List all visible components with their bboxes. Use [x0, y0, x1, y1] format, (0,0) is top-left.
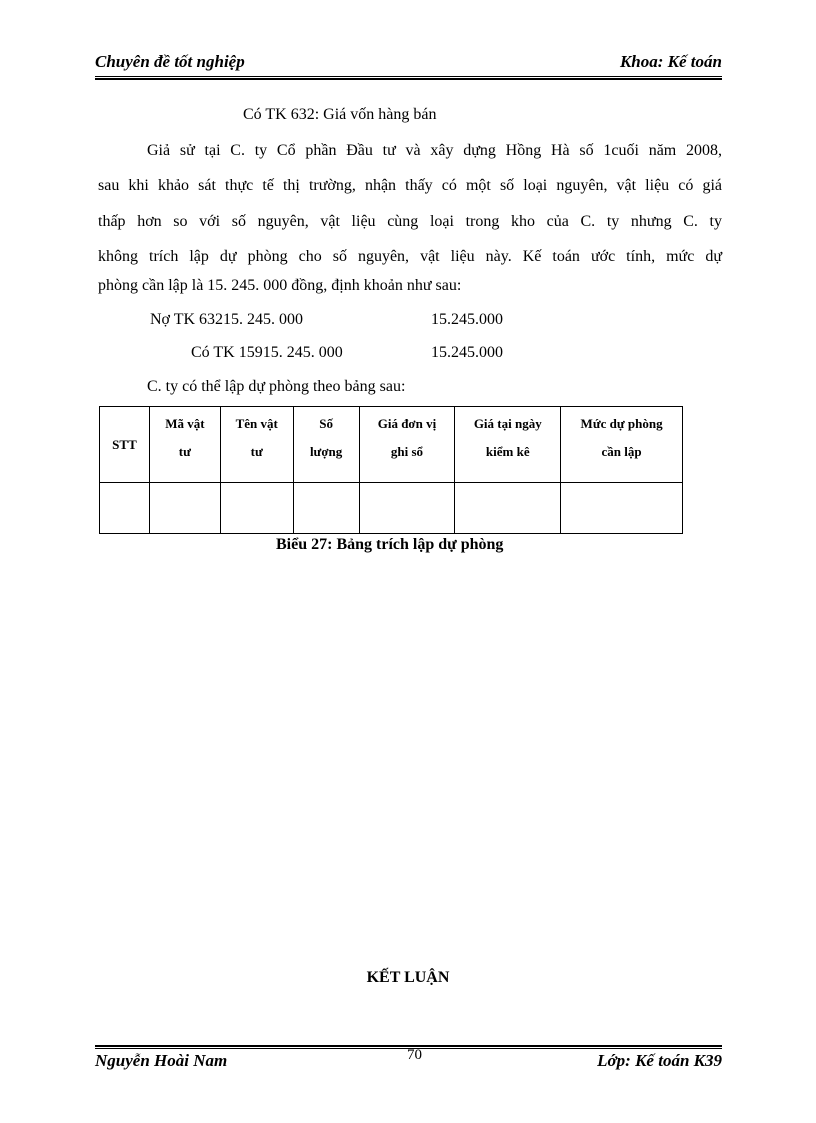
table-intro: C. ty có thể lập dự phòng theo bảng sau:: [147, 378, 406, 395]
paragraph-line-2: sau khi khảo sát thực tế thị trường, nhận thấy có một số loại nguyên, vật liệu có giá: [98, 177, 722, 194]
header-title: Chuyên đề tốt nghiệp: [95, 52, 245, 71]
page-number: 70: [407, 1047, 422, 1063]
paragraph-line-5: phòng cần lập là 15. 245. 000 đồng, định khoản như sau:: [98, 277, 462, 294]
credit-632-line: Có TK 632: Giá vốn hàng bán: [243, 106, 437, 123]
credit-entry-account: Có TK 15915. 245. 000: [191, 344, 343, 361]
page-header: [95, 52, 722, 76]
header-department: Khoa: Kế toán: [619, 52, 722, 71]
header-inventory-date-price: Giá tại ngày kiểm kê: [455, 407, 561, 483]
table-cell: [561, 483, 683, 534]
paragraph-line-3: thấp hơn so với số nguyên, vật liệu cùng loại trong kho của C. ty nhưng C. ty: [98, 213, 722, 230]
header-book-unit-price: Giá đơn vị ghi sổ: [359, 407, 455, 483]
table-header-row: [100, 407, 683, 483]
debit-entry-account: Nợ TK 63215. 245. 000: [150, 311, 304, 328]
header-provision-amount: Mức dự phòng cần lập: [561, 407, 683, 483]
table-caption: Biểu 27: Bảng trích lập dự phòng: [276, 536, 504, 553]
table-cell: [455, 483, 561, 534]
page-footer: [95, 1047, 722, 1075]
table-cell: [149, 483, 220, 534]
header-divider: [95, 76, 722, 80]
table-row: [100, 483, 683, 534]
header-material-code: Mã vật tư: [149, 407, 220, 483]
footer-author: Nguyễn Hoài Nam: [95, 1051, 228, 1070]
credit-entry-amount: 15.245.000: [431, 344, 503, 361]
provision-table: [99, 406, 683, 534]
table-cell: [100, 483, 150, 534]
table-cell: [359, 483, 455, 534]
paragraph-line-4: không trích lập dự phòng cho số nguyên, vật liệu này. Kế toán ước tính, mức dự: [98, 248, 722, 265]
paragraph-line-1: Giả sử tại C. ty Cổ phần Đầu tư và xây dựng Hồng Hà số 1cuối năm 2008,: [147, 142, 722, 159]
debit-entry-amount: 15.245.000: [431, 311, 503, 328]
conclusion-heading: KẾT LUẬN: [366, 969, 450, 986]
header-material-name: Tên vật tư: [220, 407, 293, 483]
table-cell: [220, 483, 293, 534]
header-stt: STT: [100, 407, 150, 483]
footer-class: Lớp: Kế toán K39: [597, 1051, 722, 1070]
table-cell: [293, 483, 359, 534]
header-quantity: Số lượng: [293, 407, 359, 483]
